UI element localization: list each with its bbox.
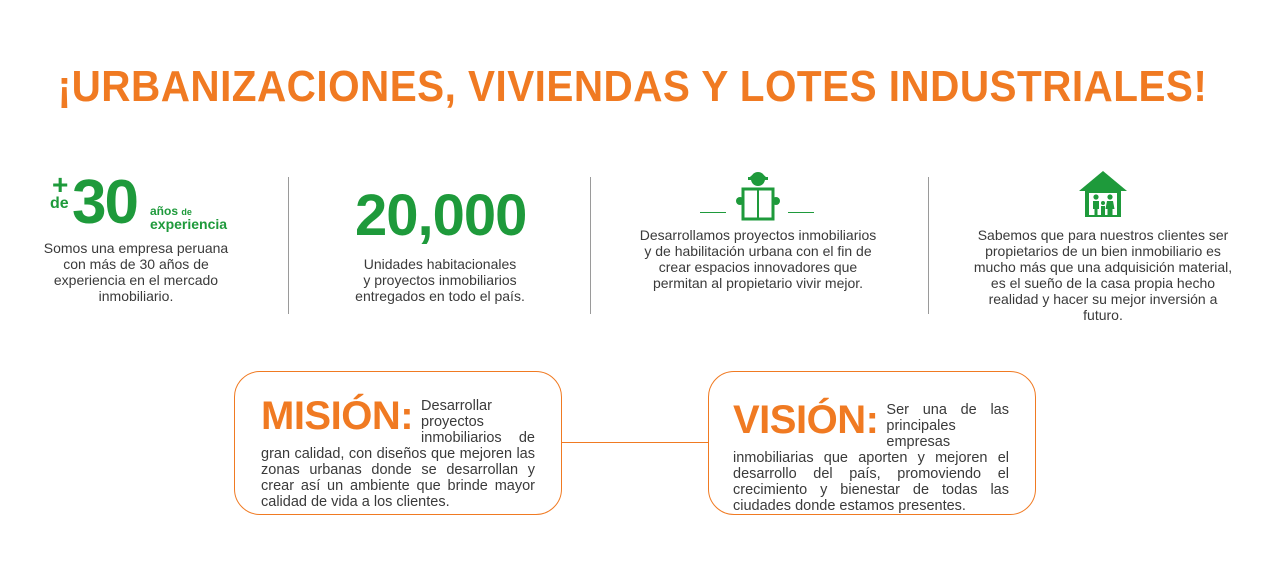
- text-line: realidad y hacer su mejor inversión a futuro.: [988, 291, 1218, 323]
- anos-text: años: [150, 204, 179, 218]
- family-house-icon: [1077, 169, 1129, 219]
- vision-title: VISIÓN:: [733, 398, 879, 442]
- text-line: Somos una empresa peruana: [43, 240, 229, 256]
- text-line: Sabemos que para nuestros clientes ser: [977, 227, 1229, 243]
- text-line: experiencia en el mercado: [53, 272, 219, 288]
- mision-title: MISIÓN:: [261, 394, 414, 438]
- text-line: mucho más que una adquisición material,: [973, 259, 1233, 275]
- plus-sign: +: [52, 169, 69, 200]
- text-line: crear espacios innovadores que: [658, 259, 858, 275]
- boxes-connector-line: [561, 442, 709, 443]
- mision-text: Desarrollar proyectos inmobiliarios de gran calidad, con diseños que mejoren las zonas urbanas donde se desarrollan y crear así un ambiente que brinde mayor calidad de vida a los clientes.: [261, 398, 535, 510]
- de-small-text: de: [181, 207, 192, 217]
- family-description: [972, 227, 1234, 323]
- text-line: Unidades habitacionales: [363, 256, 517, 272]
- decorative-line: [788, 212, 814, 213]
- de-label: de: [50, 195, 69, 212]
- text-line: es el sueño de la casa propia hecho: [990, 275, 1216, 291]
- text-line: y proyectos inmobiliarios: [363, 272, 517, 288]
- vision-box: [708, 371, 1036, 515]
- experience-badge: [50, 168, 230, 237]
- text-line: permitan al propietario vivir mejor.: [652, 275, 864, 291]
- page-headline: ¡URBANIZACIONES, VIVIENDAS Y LOTES INDUSTRIALES!: [57, 62, 1208, 111]
- text-line: Desarrollamos proyectos inmobiliarios: [639, 227, 877, 243]
- mision-box: [234, 371, 562, 515]
- text-line: propietarios de un bien inmobiliario es: [985, 243, 1221, 259]
- experience-number: 30: [72, 168, 137, 237]
- vision-text: Ser una de las principales empresas inmobiliarias que aporten y mejoren el desarrollo del país, promoviendo el crecimiento y bienestar de todas las ciudades donde estamos presentes.: [733, 402, 1009, 514]
- text-line: y de habilitación urbana con el fin de: [644, 243, 872, 259]
- units-description: [340, 256, 540, 304]
- column-divider: [928, 177, 929, 314]
- projects-description: [638, 227, 878, 291]
- engineer-blueprint-icon: [735, 169, 781, 223]
- decorative-line: [700, 212, 726, 213]
- experiencia-label: experiencia: [150, 216, 228, 232]
- experience-description: [40, 240, 232, 304]
- text-line: inmobiliario.: [98, 288, 174, 304]
- text-line: con más de 30 años de: [63, 256, 209, 272]
- text-line: entregados en todo el país.: [355, 288, 525, 304]
- units-number: 20,000: [355, 183, 527, 248]
- column-divider: [590, 177, 591, 314]
- column-divider: [288, 177, 289, 314]
